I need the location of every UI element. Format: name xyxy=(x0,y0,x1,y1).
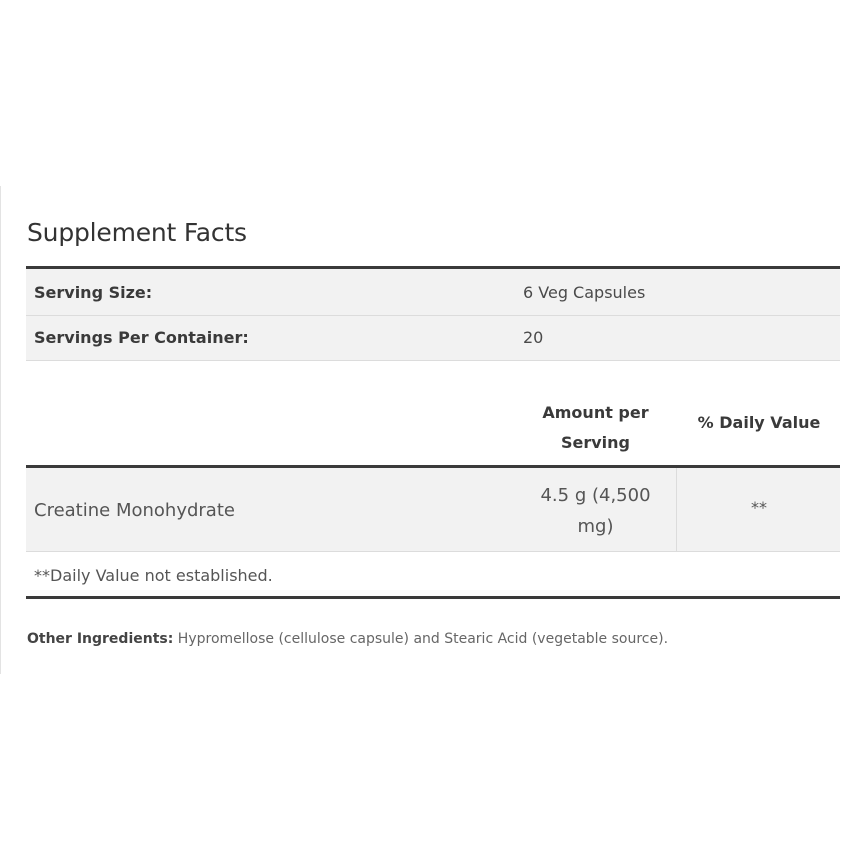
other-ingredients-label: Other Ingredients: xyxy=(27,631,174,647)
bottom-rule xyxy=(26,596,840,599)
panel-title: Supplement Facts xyxy=(27,218,247,247)
supplement-facts-table xyxy=(26,266,840,599)
servings-per-container-row xyxy=(26,316,840,361)
servings-per-container-label: Servings Per Container: xyxy=(34,328,249,347)
ingredient-amount-line-1: 4.5 g (4,500 xyxy=(540,485,651,506)
footnote-row xyxy=(26,552,840,596)
ingredient-name: Creatine Monohydrate xyxy=(34,500,235,521)
amount-per-serving-header xyxy=(518,398,673,458)
ingredient-amount xyxy=(518,480,673,542)
servings-per-container-value: 20 xyxy=(523,328,544,347)
serving-size-row xyxy=(26,269,840,316)
other-ingredients xyxy=(27,631,668,647)
ingredient-daily-value: ** xyxy=(751,498,767,517)
serving-size-label: Serving Size: xyxy=(34,283,153,302)
panel-left-border xyxy=(0,186,1,674)
ingredient-row xyxy=(26,468,840,552)
ingredient-amount-line-2: mg) xyxy=(577,516,614,537)
daily-value-header: % Daily Value xyxy=(697,413,821,432)
amount-header-line-2: Serving xyxy=(560,433,631,452)
other-ingredients-text: Hypromellose (cellulose capsule) and Stearic Acid (vegetable source). xyxy=(173,631,669,647)
serving-size-value: 6 Veg Capsules xyxy=(523,283,646,302)
column-header-row xyxy=(26,361,840,465)
column-divider xyxy=(676,468,677,551)
amount-header-line-1: Amount per xyxy=(542,403,649,422)
footnote: **Daily Value not established. xyxy=(34,566,273,585)
